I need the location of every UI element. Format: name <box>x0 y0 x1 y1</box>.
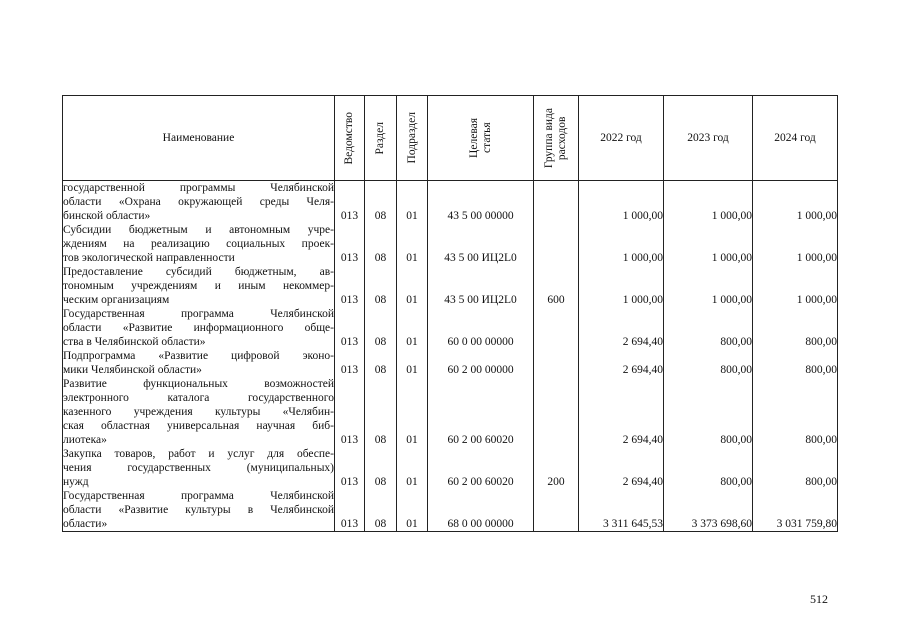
row-name <box>63 447 335 489</box>
row-name <box>63 265 335 307</box>
row-gruppa <box>534 223 579 265</box>
row-vedomstvo: 013 <box>335 223 365 265</box>
row-name-line: области «Развитие информационного обще- <box>63 322 334 334</box>
table-row <box>63 447 838 489</box>
table-row <box>63 377 838 447</box>
row-gruppa <box>534 181 579 224</box>
table-row <box>63 349 838 377</box>
row-2024: 1 000,00 <box>753 223 838 265</box>
header-2022: 2022 год <box>579 96 664 181</box>
row-2024: 1 000,00 <box>753 181 838 224</box>
row-name-line: бинской области» <box>63 210 151 222</box>
table-row <box>63 181 838 224</box>
row-podrazdel: 01 <box>397 181 428 224</box>
row-celevaya: 60 2 00 00000 <box>428 349 534 377</box>
row-name-line: области «Развитие культуры в Челябинской <box>63 504 334 516</box>
row-name-line: Закупка товаров, работ и услуг для обеспе- <box>63 448 334 460</box>
row-vedomstvo: 013 <box>335 447 365 489</box>
row-celevaya: 43 5 00 ИЦ2L0 <box>428 223 534 265</box>
row-name-line: тов экологической направленности <box>63 252 235 264</box>
row-celevaya: 60 0 00 00000 <box>428 307 534 349</box>
header-2023: 2023 год <box>664 96 753 181</box>
row-name-line: чения государственных (муниципальных) <box>63 462 334 474</box>
row-name-line: области «Охрана окружающей среды Челя- <box>63 196 334 208</box>
row-2024: 1 000,00 <box>753 265 838 307</box>
row-2022: 2 694,40 <box>579 447 664 489</box>
row-podrazdel: 01 <box>397 223 428 265</box>
row-razdel: 08 <box>365 489 397 532</box>
row-2023: 800,00 <box>664 447 753 489</box>
row-2022: 3 311 645,53 <box>579 489 664 532</box>
row-podrazdel: 01 <box>397 307 428 349</box>
row-vedomstvo: 013 <box>335 307 365 349</box>
row-2022: 1 000,00 <box>579 181 664 224</box>
row-gruppa <box>534 377 579 447</box>
row-name-line: электронного каталога государственного <box>63 392 334 404</box>
row-2023: 800,00 <box>664 307 753 349</box>
row-podrazdel: 01 <box>397 489 428 532</box>
row-gruppa <box>534 489 579 532</box>
row-2022: 2 694,40 <box>579 377 664 447</box>
row-celevaya: 60 2 00 60020 <box>428 377 534 447</box>
row-2024: 800,00 <box>753 349 838 377</box>
row-name-line: области» <box>63 518 108 530</box>
row-celevaya: 60 2 00 60020 <box>428 447 534 489</box>
header-podrazdel: Подраздел <box>397 96 428 181</box>
row-2024: 800,00 <box>753 377 838 447</box>
row-podrazdel: 01 <box>397 377 428 447</box>
table-row <box>63 489 838 532</box>
row-name-line: Государственная программа Челябинской <box>63 490 334 502</box>
row-vedomstvo: 013 <box>335 181 365 224</box>
row-name-line: ческим организациям <box>63 294 170 306</box>
row-razdel: 08 <box>365 181 397 224</box>
row-celevaya: 43 5 00 ИЦ2L0 <box>428 265 534 307</box>
row-gruppa: 600 <box>534 265 579 307</box>
row-name-line: казенного учреждения культуры «Челябин- <box>63 406 334 418</box>
header-razdel: Раздел <box>365 96 397 181</box>
table-row <box>63 265 838 307</box>
row-2023: 3 373 698,60 <box>664 489 753 532</box>
row-razdel: 08 <box>365 265 397 307</box>
row-name <box>63 307 335 349</box>
budget-table <box>62 95 838 532</box>
row-name-line: Предоставление субсидий бюджетным, ав- <box>63 266 334 278</box>
row-2022: 2 694,40 <box>579 349 664 377</box>
header-vedomstvo: Ведомство <box>335 96 365 181</box>
row-2023: 1 000,00 <box>664 181 753 224</box>
header-name: Наименование <box>63 96 335 181</box>
row-name-line: государственной программы Челябинской <box>63 182 334 194</box>
row-2023: 1 000,00 <box>664 223 753 265</box>
header-2024: 2024 год <box>753 96 838 181</box>
row-gruppa <box>534 307 579 349</box>
row-2022: 2 694,40 <box>579 307 664 349</box>
row-vedomstvo: 013 <box>335 489 365 532</box>
row-vedomstvo: 013 <box>335 349 365 377</box>
row-name-line: мики Челябинской области» <box>63 364 202 376</box>
row-podrazdel: 01 <box>397 265 428 307</box>
row-gruppa: 200 <box>534 447 579 489</box>
row-podrazdel: 01 <box>397 349 428 377</box>
row-name-line: Государственная программа Челябинской <box>63 308 334 320</box>
table-header <box>63 96 838 181</box>
row-name-line: Развитие функциональных возможностей <box>63 378 334 390</box>
row-2023: 1 000,00 <box>664 265 753 307</box>
row-celevaya: 43 5 00 00000 <box>428 181 534 224</box>
table-row <box>63 307 838 349</box>
row-razdel: 08 <box>365 349 397 377</box>
row-2024: 800,00 <box>753 307 838 349</box>
row-razdel: 08 <box>365 377 397 447</box>
row-name-line: ждениям на реализацию социальных проек- <box>63 238 334 250</box>
row-celevaya: 68 0 00 00000 <box>428 489 534 532</box>
row-razdel: 08 <box>365 307 397 349</box>
row-name-line: Подпрограмма «Развитие цифровой эконо- <box>63 350 334 362</box>
row-name <box>63 377 335 447</box>
row-razdel: 08 <box>365 223 397 265</box>
row-name-line: лиотека» <box>63 434 107 446</box>
row-2023: 800,00 <box>664 377 753 447</box>
page-number: 512 <box>810 592 828 606</box>
table-row <box>63 223 838 265</box>
row-name-line: тономным учреждениям и иным некоммер- <box>63 280 334 292</box>
row-2023: 800,00 <box>664 349 753 377</box>
row-vedomstvo: 013 <box>335 377 365 447</box>
row-2024: 3 031 759,80 <box>753 489 838 532</box>
header-gruppa: Группа вида расходов <box>534 96 579 181</box>
row-name <box>63 489 335 532</box>
row-2024: 800,00 <box>753 447 838 489</box>
row-name-line: ская областная универсальная научная биб- <box>63 420 334 432</box>
row-name-line: нужд <box>63 476 89 488</box>
row-name <box>63 181 335 224</box>
row-gruppa <box>534 349 579 377</box>
row-2022: 1 000,00 <box>579 265 664 307</box>
row-name-line: ства в Челябинской области» <box>63 336 206 348</box>
row-podrazdel: 01 <box>397 447 428 489</box>
row-name <box>63 223 335 265</box>
row-razdel: 08 <box>365 447 397 489</box>
row-name <box>63 349 335 377</box>
row-vedomstvo: 013 <box>335 265 365 307</box>
table-body <box>63 181 838 532</box>
header-celevaya: Целевая статья <box>428 96 534 181</box>
row-name-line: Субсидии бюджетным и автономным учре- <box>63 224 334 236</box>
row-2022: 1 000,00 <box>579 223 664 265</box>
